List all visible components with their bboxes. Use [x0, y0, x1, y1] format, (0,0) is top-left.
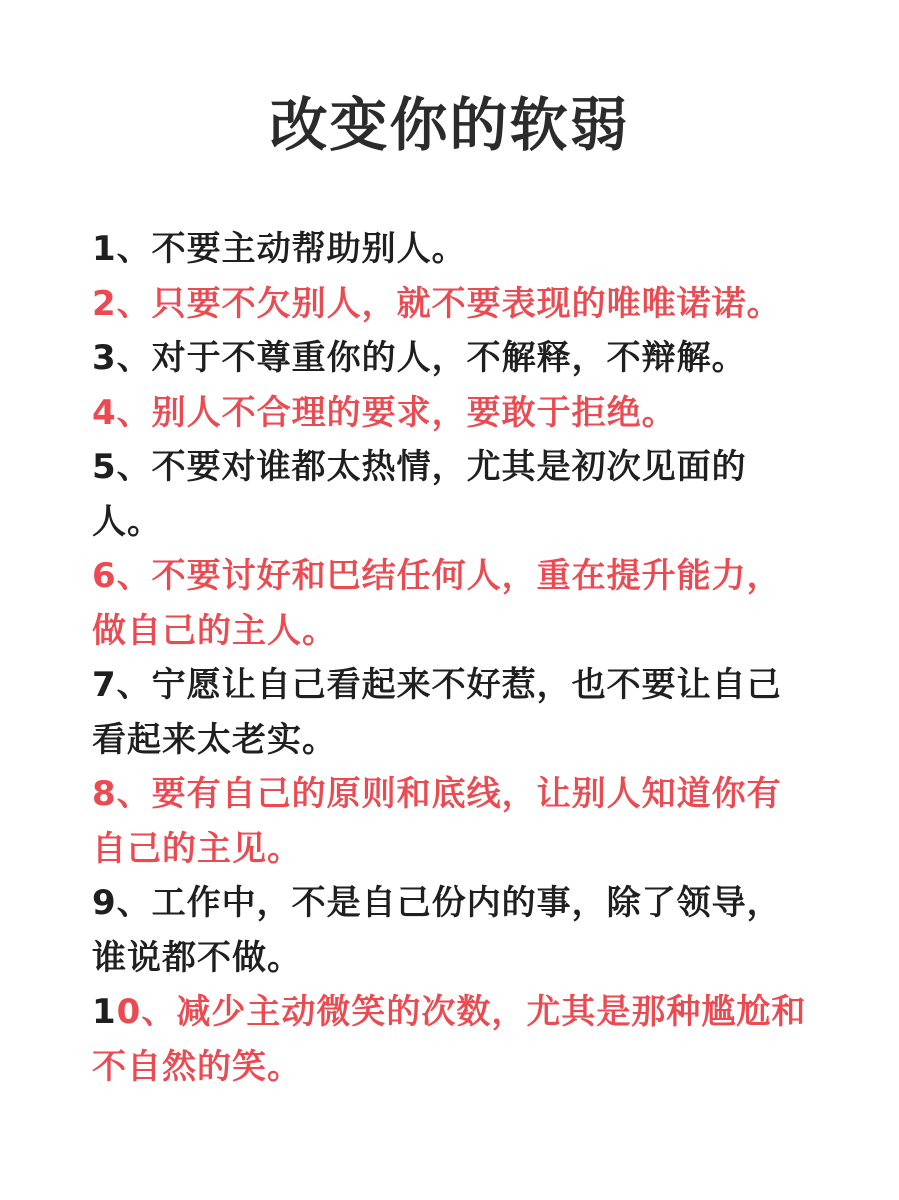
- item-text: 不要对谁都太热情，尤其是初次见面的人。: [92, 447, 747, 542]
- item-separator: 、: [116, 883, 152, 923]
- item-number-digit: 1: [92, 992, 117, 1032]
- list-item: [92, 222, 808, 277]
- item-text: 减少主动微笑的次数，尤其是那种尴尬和不自然的笑。: [92, 992, 807, 1087]
- item-number: 8: [92, 774, 117, 814]
- item-separator: 、: [116, 392, 152, 433]
- item-text: 宁愿让自己看起来不好惹，也不要让自己看起来太老实。: [92, 665, 782, 760]
- list-item: [92, 331, 808, 386]
- item-number: [92, 992, 141, 1032]
- item-text: 对于不尊重你的人，不解释，不辩解。: [151, 338, 747, 378]
- list-item: [92, 386, 808, 441]
- item-separator: 、: [116, 447, 152, 487]
- item-number: 2: [92, 283, 117, 324]
- list-item: [92, 549, 808, 658]
- item-number: 9: [92, 883, 117, 923]
- item-text: 不要主动帮助别人。: [151, 229, 467, 269]
- item-text: 不要讨好和巴结任何人，重在提升能力，做自己的主人。: [92, 556, 782, 651]
- item-number: 4: [92, 392, 117, 433]
- item-text: 要有自己的原则和底线，让别人知道你有自己的主见。: [92, 774, 782, 869]
- item-separator: 、: [116, 338, 152, 378]
- list-item: [92, 767, 808, 876]
- list-item: [92, 985, 808, 1094]
- item-text: 别人不合理的要求，要敢于拒绝。: [151, 392, 677, 433]
- item-separator: 、: [116, 283, 152, 324]
- tips-list: [92, 222, 808, 1094]
- item-number: 7: [92, 665, 117, 705]
- page-title: 改变你的软弱: [269, 91, 630, 159]
- list-item: [92, 440, 808, 549]
- list-item: [92, 277, 808, 332]
- item-number: 6: [92, 556, 117, 596]
- item-separator: 、: [116, 774, 152, 814]
- item-separator: 、: [116, 229, 152, 269]
- item-separator: 、: [116, 665, 152, 705]
- item-separator: 、: [116, 556, 152, 596]
- item-text: 只要不欠别人，就不要表现的唯唯诺诺。: [151, 283, 782, 324]
- list-item: [92, 658, 808, 767]
- item-number: 5: [92, 447, 117, 487]
- item-number: 1: [92, 229, 117, 269]
- item-separator: 、: [141, 992, 177, 1032]
- item-text: 工作中，不是自己份内的事，除了领导，谁说都不做。: [92, 883, 782, 978]
- list-item: [92, 876, 808, 985]
- item-number-digit: 0: [116, 992, 142, 1032]
- item-number: 3: [92, 338, 117, 378]
